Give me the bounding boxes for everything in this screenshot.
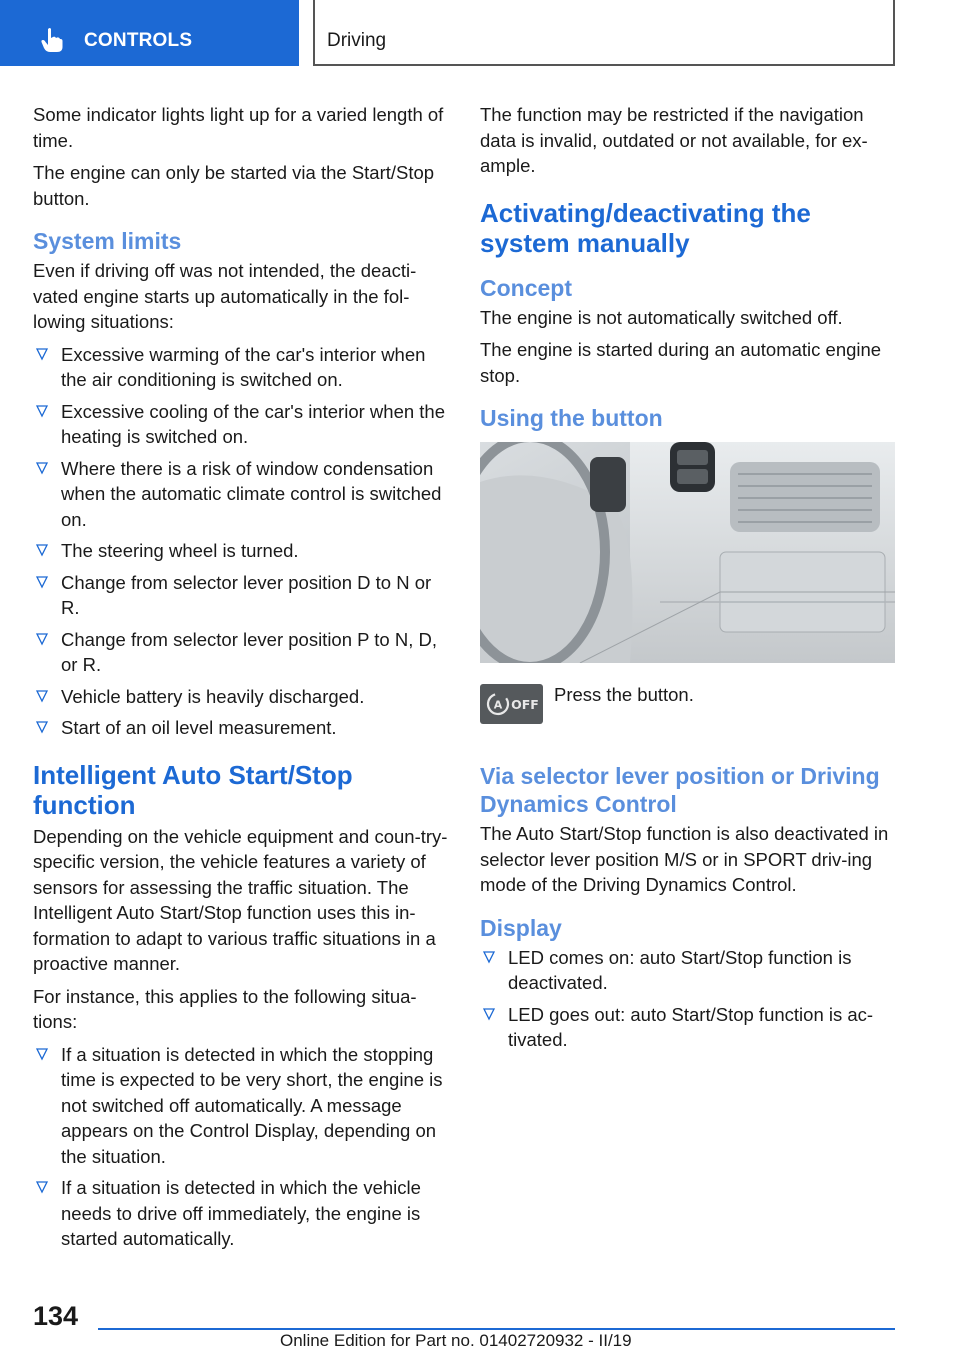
list-item-text: LED comes on: auto Start/Stop function is deactivated.	[508, 946, 852, 993]
triangle-bullet-icon	[35, 1047, 49, 1061]
header-frame	[313, 0, 895, 66]
paragraph: Some indicator lights light up for a varied length of time.	[33, 104, 444, 151]
triangle-bullet-icon	[482, 1007, 496, 1021]
paragraph: For instance, this applies to the following situa‐tions:	[33, 985, 417, 1032]
heading-system-limits: System limits	[33, 228, 182, 254]
triangle-bullet-icon	[35, 720, 49, 734]
heading-intelligent-auto-start-stop: Intelligent Auto Start/Stop function	[33, 759, 353, 820]
section-tab	[0, 0, 299, 66]
triangle-bullet-icon	[35, 543, 49, 557]
list-item-text: Where there is a risk of window condensation when the automatic climate control is switched on.	[61, 457, 442, 530]
list-item	[480, 945, 898, 996]
list-item-text: If a situation is detected in which the stopping time is expected to be very short, the engine is not switched off automatically. A message appears on the Control Display, depending on the situation.	[61, 1043, 443, 1167]
paragraph: Depending on the vehicle equipment and coun‐try-specific version, the vehicle features a variety of sensors for assessing the traffic situation. The Intelligent Auto Start/Stop function uses this in‐formation to adapt to various traffic situations in a proactive manner.	[33, 825, 448, 974]
heading-concept: Concept	[480, 274, 572, 301]
heading-activating-deactivating: Activating/deactivating the system manually	[480, 197, 811, 258]
list-item	[33, 399, 449, 450]
svg-text:OFF: OFF	[511, 697, 539, 712]
left-column	[33, 102, 449, 1258]
triangle-bullet-icon	[35, 1180, 49, 1194]
paragraph: The engine is started during an automatic engine stop.	[480, 339, 882, 386]
paragraph: The engine is not automatically switched off.	[480, 306, 843, 328]
paragraph: The engine can only be started via the Start/Stop button.	[33, 162, 435, 209]
list-item	[33, 1042, 449, 1170]
list-item-text: Start of an oil level measurement.	[61, 717, 337, 738]
list-item	[480, 1002, 898, 1053]
list-item-text: The steering wheel is turned.	[61, 540, 299, 561]
list-item-text: Change from selector lever position P to N, D, or R.	[61, 628, 437, 675]
triangle-bullet-icon	[35, 347, 49, 361]
list-item-text: Excessive cooling of the car's interior when the heating is switched on.	[61, 400, 446, 447]
paragraph: Even if driving off was not intended, the deacti‐vated engine starts up automatically in the fol‐lowing situations:	[33, 260, 417, 332]
proactive-situations-list	[33, 1042, 449, 1252]
list-item-text: LED goes out: auto Start/Stop function is ac‐tivated.	[508, 1003, 874, 1050]
list-item	[33, 627, 449, 678]
edition-text: Online Edition for Part no. 01402720932 - II/19	[280, 1331, 632, 1350]
list-item	[33, 715, 449, 741]
page-section-title: Driving	[327, 30, 387, 51]
list-item	[33, 570, 449, 621]
list-item	[33, 1175, 449, 1252]
press-button-text: Press the button.	[554, 684, 694, 705]
dashboard-button-photo	[480, 442, 895, 663]
list-item	[33, 342, 449, 393]
triangle-bullet-icon	[35, 461, 49, 475]
triangle-bullet-icon	[35, 632, 49, 646]
auto-start-stop-off-icon	[480, 684, 543, 724]
triangle-bullet-icon	[35, 689, 49, 703]
right-column	[480, 102, 898, 1059]
svg-text:A: A	[493, 698, 503, 712]
heading-using-the-button: Using the button	[480, 405, 663, 431]
triangle-bullet-icon	[35, 404, 49, 418]
list-item	[33, 456, 449, 533]
list-item-text: Change from selector lever position D to N or R.	[61, 571, 432, 618]
button-instruction-row	[480, 682, 898, 746]
paragraph: The Auto Start/Stop function is also deactivated in selector lever position M/S or in SPORT driv‐ing mode of the Driving Dynamics Control.	[480, 823, 889, 895]
list-item-text: If a situation is detected in which the vehicle needs to drive off immediately, the engine is started automatically.	[61, 1177, 421, 1249]
section-tab-label: CONTROLS	[84, 30, 193, 51]
pointing-hand-icon	[40, 27, 64, 53]
triangle-bullet-icon	[482, 950, 496, 964]
paragraph: The function may be restricted if the navigation data is invalid, outdated or not available, for ex‐ample.	[480, 104, 868, 176]
list-item	[33, 684, 449, 710]
heading-display: Display	[480, 914, 562, 941]
footer-divider	[98, 1328, 895, 1330]
list-item-text: Vehicle battery is heavily discharged.	[61, 685, 365, 707]
situations-list	[33, 342, 449, 741]
triangle-bullet-icon	[35, 575, 49, 589]
list-item-text: Excessive warming of the car's interior when the air conditioning is switched on.	[61, 343, 426, 390]
page-number: 134	[33, 1301, 79, 1331]
list-item	[33, 538, 449, 564]
display-list	[480, 945, 898, 1053]
heading-via-selector-lever: Via selector lever position or Driving Dynamics Control	[480, 763, 880, 817]
